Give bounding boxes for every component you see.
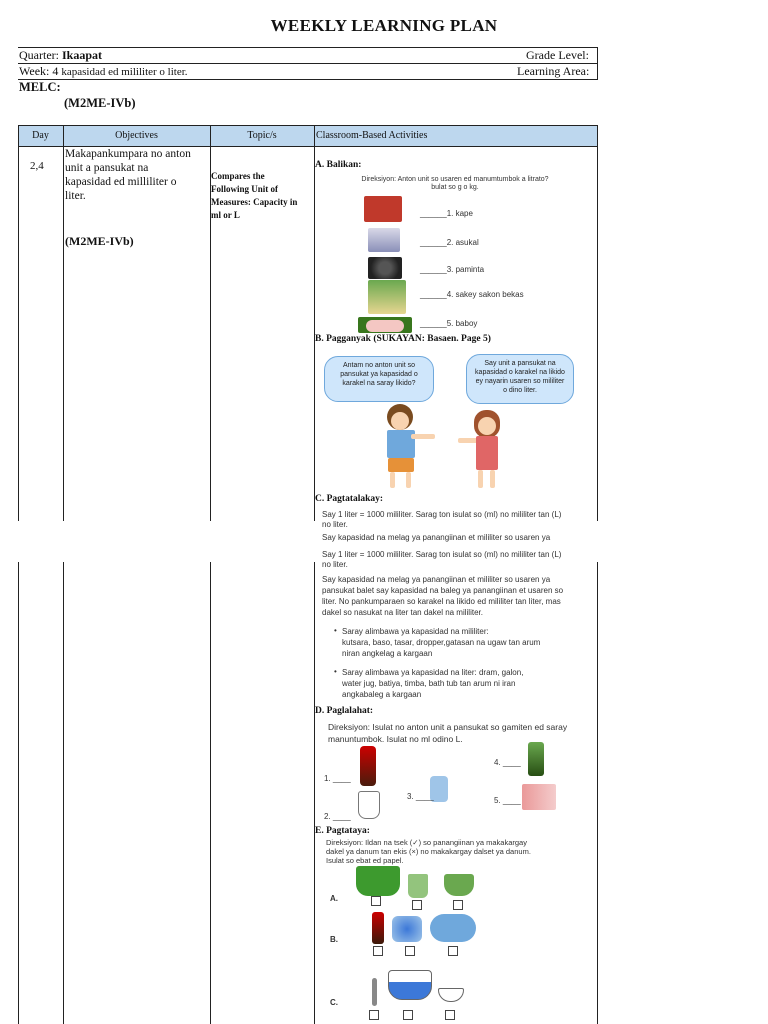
boy-face (391, 412, 409, 430)
answer-box[interactable] (453, 900, 463, 910)
direction-line: Direksiyon: Anton unit so usaren ed manumtumbok a litrato? (361, 176, 549, 183)
medicine-bottles-image (522, 784, 556, 810)
answer-box[interactable] (371, 896, 381, 906)
c-bullet-line: angkabaleg a kargaan (342, 690, 422, 699)
topic-line: Measures: Capacity in (211, 197, 298, 207)
pail-image (356, 866, 400, 896)
quarter-label-text: Quarter: (19, 48, 59, 62)
a-item-2: ______2. asukal (420, 238, 479, 247)
c-para-line: Say kapasidad na melag ya panangiinan et mililiter so usaren ya (322, 575, 551, 584)
a-item-4: ______4. sakey sakon bekas (420, 290, 524, 299)
bullet-icon: • (334, 626, 337, 635)
col-rule-0a (18, 125, 19, 521)
melc-code: (M2ME-IVb) (64, 96, 136, 110)
d-item-5: 5. ____ (494, 796, 521, 805)
objective-line: kapasidad ed milliliter o (65, 176, 177, 188)
direction-line: bulat so g o kg. (431, 184, 479, 191)
d-item-1: 1. ____ (324, 774, 351, 783)
bullet-icon: • (334, 667, 337, 676)
c-para-line: liter. No pankumparaen so karakel na likido ed mililiter tan liter, mas (322, 597, 561, 606)
week-value: kapasidad ed mililiter o liter. (61, 66, 188, 78)
c-line: no liter. (322, 520, 348, 529)
cup-image (444, 874, 474, 896)
header-activities: Classroom-Based Activities (314, 126, 598, 146)
a-item-5: ______5. baboy (420, 319, 478, 328)
quarter-label (19, 48, 102, 63)
pool-image (430, 914, 476, 942)
topic-line: Following Unit of (211, 184, 279, 194)
objectives-text (65, 147, 191, 203)
c-line: Say 1 liter = 1000 mililiter. Sarag ton isulat so (ml) no mililiter tan (L) (322, 550, 562, 559)
d-item-2: 2. ____ (324, 812, 351, 821)
objective-line: liter. (65, 190, 86, 202)
pepper-image (368, 257, 402, 279)
bathtub-image (388, 970, 432, 1000)
col-rule-3a (314, 125, 315, 521)
girl-dress (476, 436, 498, 470)
objective-line: unit a pansukat na (65, 162, 149, 174)
col-rule-2b (210, 562, 211, 1024)
rice-sack-image (368, 280, 406, 314)
c-line: Say kapasidad na melag ya panangiinan et mililiter so usaren ya (322, 533, 551, 542)
girl-leg (490, 470, 495, 488)
soy-sauce-bottle-image (360, 746, 376, 786)
speech-bubble-right: Say unit a pansukat na kapasidad o karakel na likido ey nayarin usaren so mililiter o dino liter. (466, 354, 574, 404)
header-objectives: Objectives (63, 126, 210, 146)
learning-area-label: Learning Area: (517, 64, 590, 78)
week-label (19, 64, 188, 79)
boy-illustration (375, 404, 435, 490)
header-day: Day (18, 126, 63, 146)
basin-image (392, 916, 422, 942)
d-item-4: 4. ____ (494, 758, 521, 767)
col-rule-0b (18, 562, 19, 1024)
section-c-title: C. Pagtatalakay: (315, 494, 384, 504)
table-rule-top (18, 125, 598, 126)
answer-box[interactable] (369, 1010, 379, 1020)
c-bullet-line: kutsara, baso, tasar, dropper,gatasan na ugaw tan arum (342, 638, 541, 647)
e-row-b-label: B. (330, 935, 338, 944)
col-rule-4b (597, 562, 598, 1024)
boy-leg (390, 472, 395, 488)
a-item-1: ______1. kape (420, 209, 473, 218)
topic-text (211, 170, 297, 222)
answer-box[interactable] (403, 1010, 413, 1020)
direction-line: dakel ya danum tan ekis (×) no makakargay dalset ya danum. (326, 847, 531, 856)
answer-box[interactable] (448, 946, 458, 956)
objective-line: Makapankumpara no anton (65, 148, 191, 160)
a-item-3: ______3. paminta (420, 265, 485, 274)
col-rule-4a (597, 125, 598, 521)
pig-image (358, 317, 412, 333)
section-b-title: B. Pagganyak (SUKAYAN: Basaen. Page 5) (315, 334, 491, 344)
soda-bottle-image (528, 742, 544, 776)
c-bullet-line: Saray alimbawa ya kapasidad na liter: dram, galon, (342, 668, 524, 677)
day-value: 2,4 (30, 160, 44, 172)
objective-code: (M2ME-IVb) (65, 234, 134, 248)
direction-line: Direksiyon: Ildan na tsek (✓) so panangiinan ya makakargay (326, 838, 527, 847)
boy-shorts (388, 458, 414, 472)
c-bullet-line: water jug, batiya, timba, bath tub tan arum ni iran (342, 679, 516, 688)
answer-box[interactable] (405, 946, 415, 956)
spoon-image (372, 978, 377, 1006)
section-a-direction (330, 176, 580, 192)
c-para-line: pansukat balet say kapasidad na baleg ya panangiinan et usaren so (322, 586, 564, 595)
section-a-title: A. Balikan: (315, 160, 362, 170)
answer-box[interactable] (412, 900, 422, 910)
boy-leg (406, 472, 411, 488)
e-direction (326, 838, 531, 865)
info-rule-right (597, 47, 598, 79)
col-rule-1a (63, 125, 64, 521)
col-rule-1b (63, 562, 64, 1024)
week-label-text: Week: 4 (19, 64, 59, 78)
glass-image (408, 874, 428, 898)
d-item-3: 3. ____ (407, 792, 434, 801)
c-line: Say 1 liter = 1000 mililiter. Sarag ton isulat so (ml) no mililiter tan (L) (322, 510, 562, 519)
direction-line: Direksiyon: Isulat no anton unit a pansukat so gamiten ed saray (328, 722, 568, 732)
e-row-c-label: C. (330, 998, 338, 1007)
grade-level-label: Grade Level: (526, 48, 589, 62)
answer-box[interactable] (445, 1010, 455, 1020)
answer-box[interactable] (373, 946, 383, 956)
girl-face (478, 417, 496, 435)
pitcher-image (358, 791, 380, 819)
pig-body (366, 320, 404, 332)
c-bullet-line: Saray alimbawa ya kapasidad na mililiter: (342, 627, 489, 636)
girl-leg (478, 470, 483, 488)
sugar-image (368, 228, 400, 252)
bowl-image (438, 988, 464, 1002)
c-line: no liter. (322, 560, 348, 569)
melc-label: MELC: (19, 80, 61, 94)
boy-arm (411, 434, 435, 439)
girl-illustration (458, 410, 518, 490)
info-rule-top (18, 47, 598, 48)
direction-line: Isulat so ebat ed papel. (326, 856, 404, 865)
c-bullet-line: niran angkelag a kargaan (342, 649, 433, 658)
topic-line: Compares the (211, 171, 265, 181)
topic-line: ml or L (211, 210, 240, 220)
coffee-image (364, 196, 402, 222)
e-row-a-label: A. (330, 894, 338, 903)
speech-bubble-left: Antam no anton unit so pansukat ya kapasidad o karakel na saray likido? (324, 356, 434, 402)
section-d-title: D. Paglalahat: (315, 706, 374, 716)
header-topics: Topic/s (210, 126, 314, 146)
info-rule-2 (18, 79, 598, 80)
direction-line: manuntumbok. Isulat no ml odino L. (328, 734, 463, 744)
section-e-title: E. Pagtataya: (315, 826, 370, 836)
col-rule-3b (314, 562, 315, 1024)
quarter-value: Ikaapat (61, 48, 102, 62)
page-title: WEEKLY LEARNING PLAN (270, 16, 498, 35)
bottle-image (372, 912, 384, 944)
c-para-line: dakel so nasukat na liter tan dakel na mililiter. (322, 608, 483, 617)
